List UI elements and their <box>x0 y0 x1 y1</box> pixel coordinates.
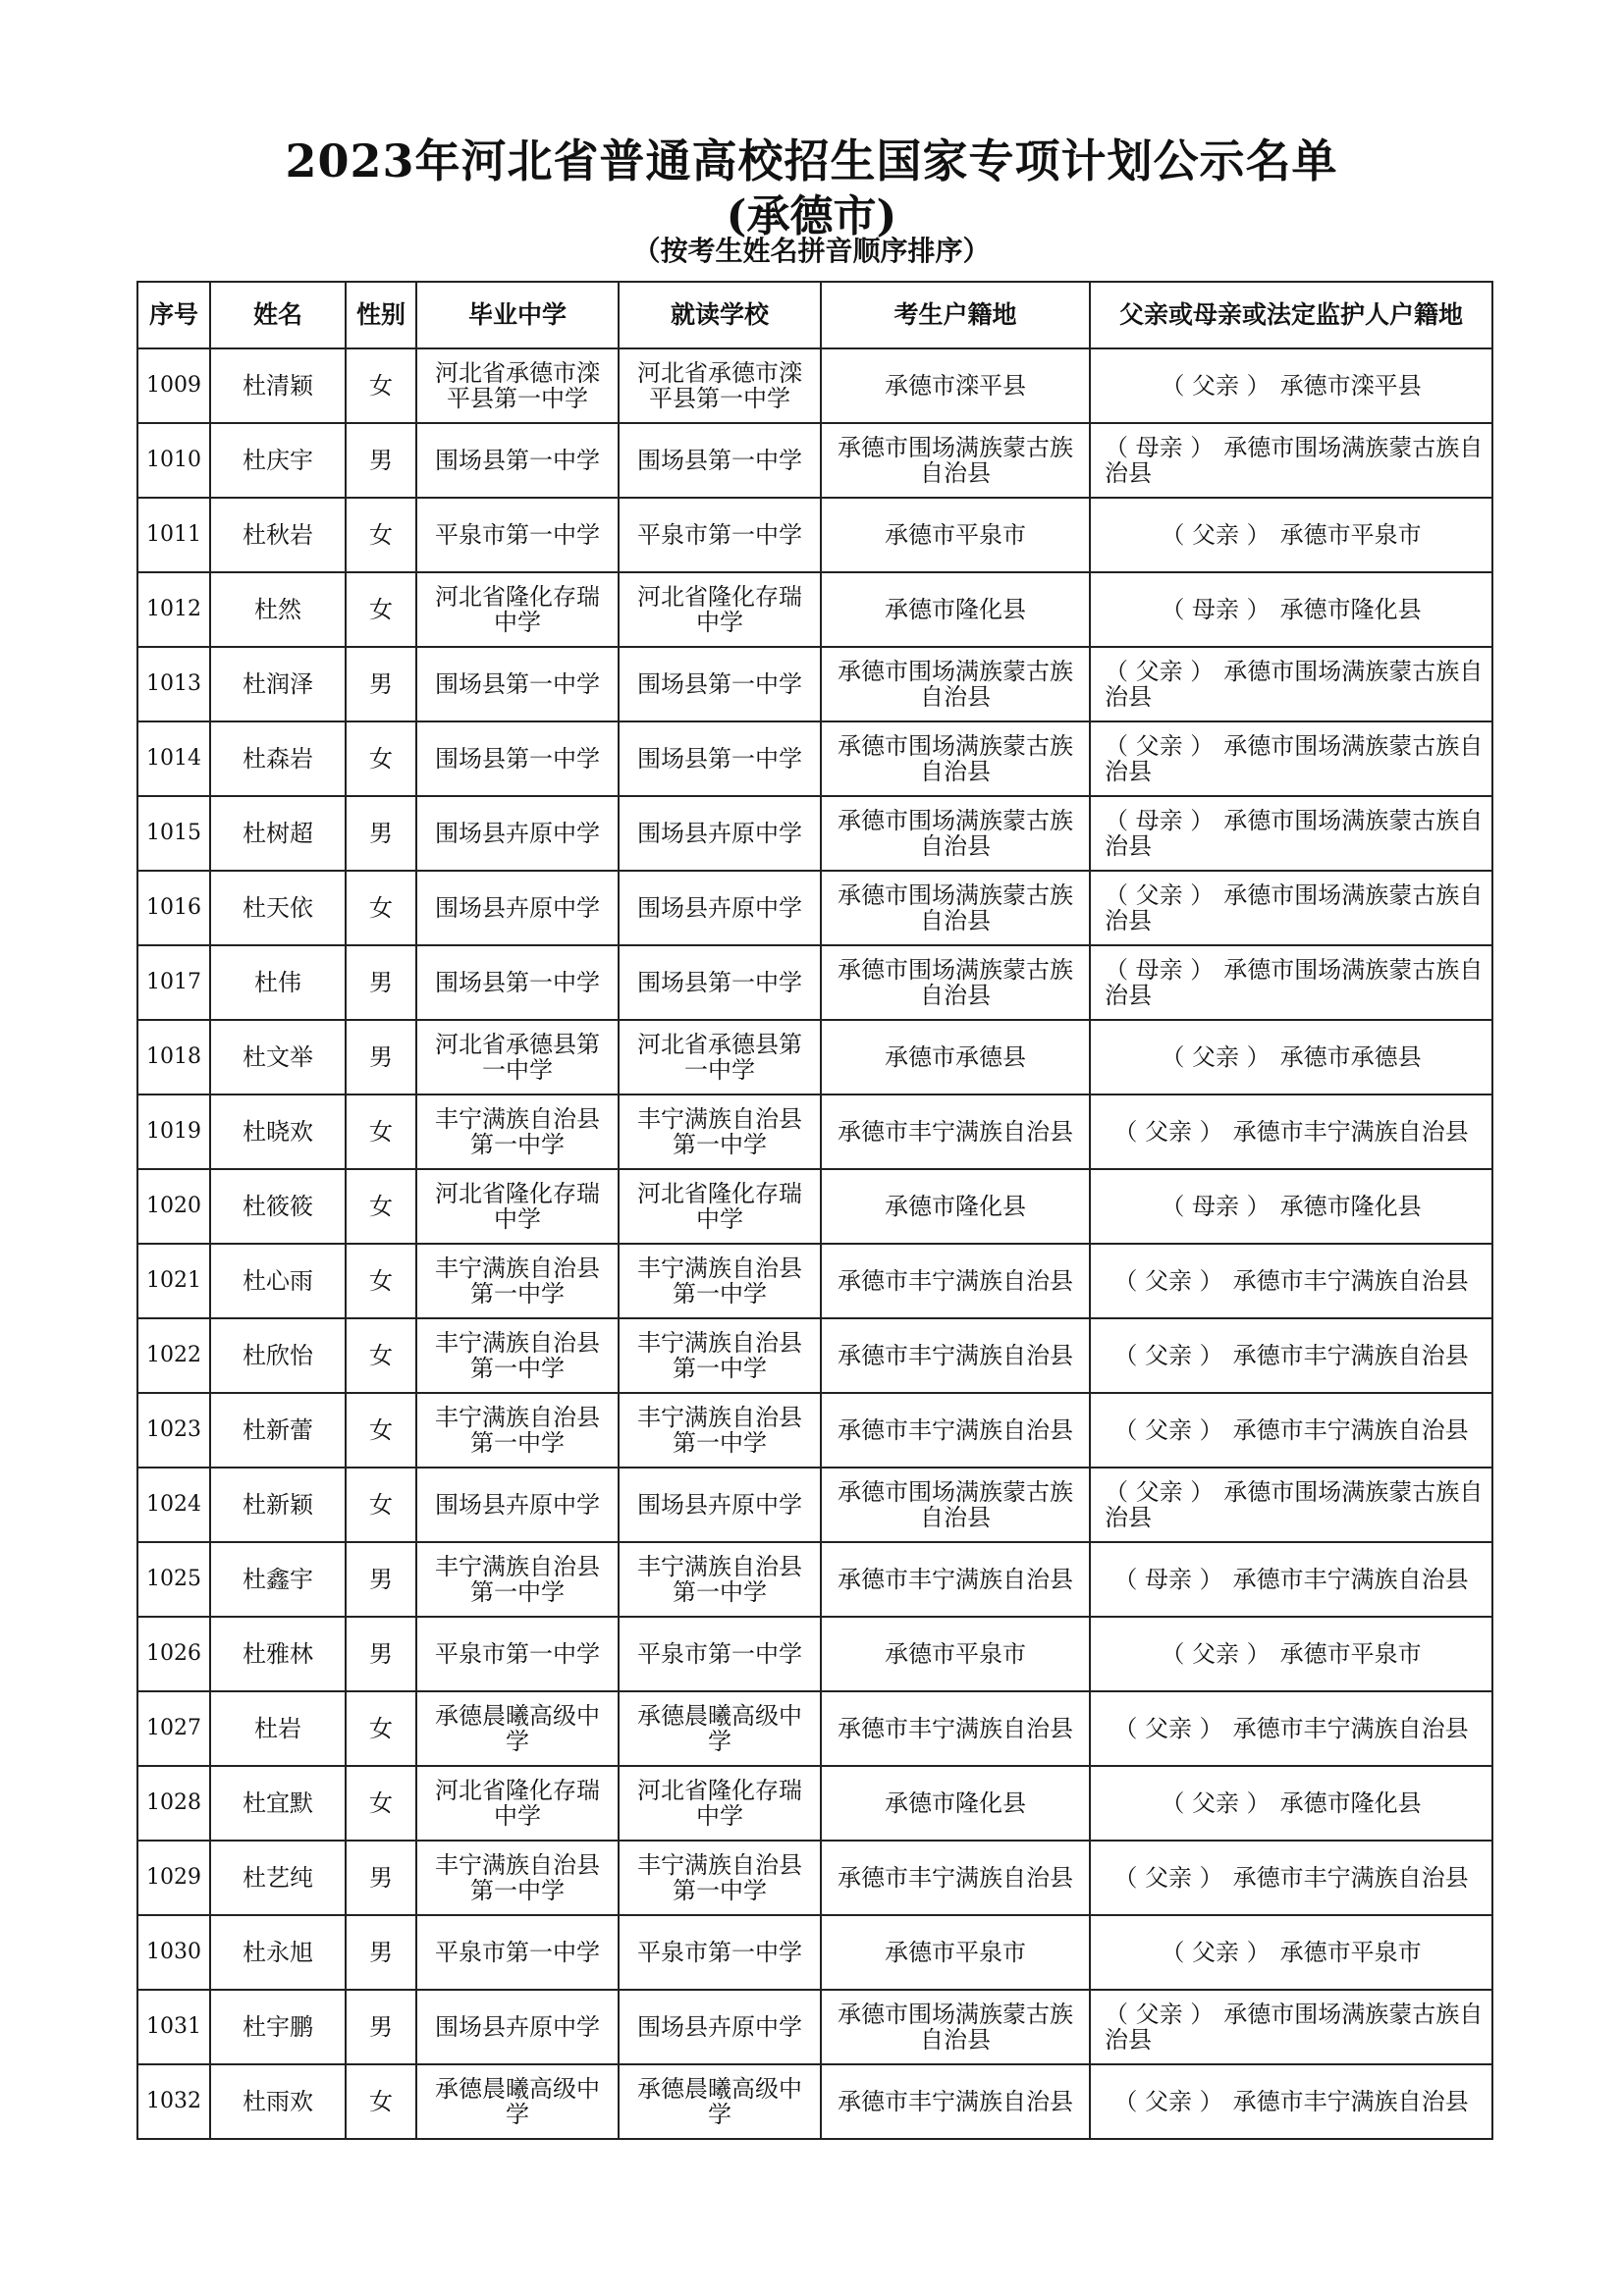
cell-grad-school: 平泉市第一中学 <box>416 498 619 572</box>
cell-gender: 男 <box>346 1841 416 1915</box>
header-grad-school: 毕业中学 <box>416 282 619 348</box>
cell-name: 杜心雨 <box>210 1244 346 1318</box>
cell-hukou: 承德市平泉市 <box>821 1915 1090 1990</box>
cell-hukou: 承德市围场满族蒙古族自治县 <box>821 945 1090 1020</box>
guardian-relation: （ 父亲 ） <box>1113 1267 1223 1295</box>
table-row <box>137 1542 1492 1617</box>
cell-grad-school: 围场县第一中学 <box>416 721 619 796</box>
cell-study-school: 围场县卉原中学 <box>619 1990 821 2064</box>
cell-study-school: 围场县第一中学 <box>619 423 821 498</box>
cell-gender: 男 <box>346 1542 416 1617</box>
table-row <box>137 1691 1492 1766</box>
cell-hukou: 承德市围场满族蒙古族自治县 <box>821 796 1090 871</box>
guardian-relation: （ 父亲 ） <box>1161 372 1271 400</box>
guardian-place: 承德市围场满族蒙古族自治县 <box>1105 434 1484 487</box>
cell-hukou: 承德市平泉市 <box>821 498 1090 572</box>
table-row <box>137 796 1492 871</box>
header-no: 序号 <box>137 282 210 348</box>
guardian-place: 承德市围场满族蒙古族自治县 <box>1105 2001 1484 2054</box>
guardian-place: 承德市丰宁满族自治县 <box>1232 1342 1469 1369</box>
guardian-relation: （ 父亲 ） <box>1105 2001 1215 2028</box>
cell-no: 1031 <box>137 1990 210 2064</box>
cell-gender: 女 <box>346 1244 416 1318</box>
cell-study-school: 丰宁满族自治县第一中学 <box>619 1095 821 1169</box>
cell-guardian-hukou <box>1090 1542 1492 1617</box>
cell-hukou: 承德市平泉市 <box>821 1617 1090 1691</box>
guardian-place: 承德市围场满族蒙古族自治县 <box>1105 658 1484 711</box>
guardian-relation: （ 父亲 ） <box>1113 1864 1223 1892</box>
cell-gender: 女 <box>346 1691 416 1766</box>
guardian-relation: （ 母亲 ） <box>1105 956 1215 984</box>
cell-gender: 女 <box>346 871 416 945</box>
cell-name: 杜宜默 <box>210 1766 346 1841</box>
cell-guardian-hukou <box>1090 721 1492 796</box>
cell-grad-school: 围场县卉原中学 <box>416 1990 619 2064</box>
guardian-relation: （ 父亲 ） <box>1161 521 1271 549</box>
cell-name: 杜森岩 <box>210 721 346 796</box>
cell-grad-school: 平泉市第一中学 <box>416 1915 619 1990</box>
cell-grad-school: 丰宁满族自治县第一中学 <box>416 1318 619 1393</box>
guardian-place: 承德市隆化县 <box>1279 1789 1422 1817</box>
cell-study-school: 丰宁满族自治县第一中学 <box>619 1244 821 1318</box>
sort-note: （按考生姓名拼音顺序排序） <box>632 235 991 267</box>
guardian-relation: （ 母亲 ） <box>1161 596 1271 623</box>
cell-grad-school: 丰宁满族自治县第一中学 <box>416 1095 619 1169</box>
guardian-place: 承德市围场满族蒙古族自治县 <box>1105 956 1484 1009</box>
cell-study-school: 河北省承德县第一中学 <box>619 1020 821 1095</box>
cell-name: 杜伟 <box>210 945 346 1020</box>
guardian-place: 承德市围场满族蒙古族自治县 <box>1105 807 1484 860</box>
guardian-place: 承德市丰宁满族自治县 <box>1232 1715 1469 1742</box>
guardian-relation: （ 父亲 ） <box>1161 1939 1271 1966</box>
cell-study-school: 平泉市第一中学 <box>619 1617 821 1691</box>
header-hukou: 考生户籍地 <box>821 282 1090 348</box>
cell-name: 杜雅林 <box>210 1617 346 1691</box>
cell-guardian-hukou <box>1090 1617 1492 1691</box>
cell-study-school: 河北省隆化存瑞中学 <box>619 1169 821 1244</box>
header-guardian-hukou: 父亲或母亲或法定监护人户籍地 <box>1090 282 1492 348</box>
guardian-place: 承德市丰宁满族自治县 <box>1232 2088 1469 2115</box>
cell-grad-school: 丰宁满族自治县第一中学 <box>416 1542 619 1617</box>
table-row <box>137 1617 1492 1691</box>
table-row <box>137 498 1492 572</box>
cell-guardian-hukou <box>1090 1095 1492 1169</box>
cell-hukou: 承德市围场满族蒙古族自治县 <box>821 647 1090 721</box>
guardian-relation: （ 父亲 ） <box>1161 1789 1271 1817</box>
table-row <box>137 1393 1492 1468</box>
guardian-place: 承德市滦平县 <box>1279 372 1422 400</box>
cell-gender: 男 <box>346 647 416 721</box>
guardian-place: 承德市平泉市 <box>1279 521 1422 549</box>
header-name: 姓名 <box>210 282 346 348</box>
cell-no: 1020 <box>137 1169 210 1244</box>
cell-grad-school: 丰宁满族自治县第一中学 <box>416 1393 619 1468</box>
cell-gender: 女 <box>346 498 416 572</box>
cell-study-school: 平泉市第一中学 <box>619 498 821 572</box>
guardian-place: 承德市围场满族蒙古族自治县 <box>1105 732 1484 785</box>
cell-guardian-hukou <box>1090 572 1492 647</box>
cell-guardian-hukou <box>1090 1318 1492 1393</box>
table-row <box>137 1020 1492 1095</box>
cell-hukou: 承德市隆化县 <box>821 1766 1090 1841</box>
cell-study-school: 河北省隆化存瑞中学 <box>619 572 821 647</box>
cell-name: 杜然 <box>210 572 346 647</box>
cell-guardian-hukou <box>1090 1766 1492 1841</box>
cell-name: 杜晓欢 <box>210 1095 346 1169</box>
guardian-relation: （ 父亲 ） <box>1105 658 1215 685</box>
cell-no: 1014 <box>137 721 210 796</box>
cell-gender: 男 <box>346 1915 416 1990</box>
table-row <box>137 721 1492 796</box>
table-row <box>137 1915 1492 1990</box>
guardian-place: 承德市丰宁满族自治县 <box>1232 1118 1469 1146</box>
cell-study-school: 围场县第一中学 <box>619 721 821 796</box>
cell-gender: 女 <box>346 1393 416 1468</box>
cell-no: 1015 <box>137 796 210 871</box>
guardian-relation: （ 父亲 ） <box>1105 1478 1215 1506</box>
table-header <box>137 282 1492 348</box>
cell-grad-school: 河北省承德县第一中学 <box>416 1020 619 1095</box>
cell-guardian-hukou <box>1090 2064 1492 2139</box>
cell-hukou: 承德市围场满族蒙古族自治县 <box>821 423 1090 498</box>
cell-no: 1009 <box>137 348 210 423</box>
cell-study-school: 围场县第一中学 <box>619 647 821 721</box>
cell-name: 杜新颖 <box>210 1468 346 1542</box>
cell-name: 杜岩 <box>210 1691 346 1766</box>
cell-no: 1019 <box>137 1095 210 1169</box>
cell-gender: 女 <box>346 2064 416 2139</box>
guardian-relation: （ 父亲 ） <box>1113 1118 1223 1146</box>
document-subtitle: (承德市) <box>726 191 897 241</box>
cell-grad-school: 围场县第一中学 <box>416 945 619 1020</box>
table-row <box>137 1095 1492 1169</box>
table-row <box>137 1841 1492 1915</box>
cell-hukou: 承德市滦平县 <box>821 348 1090 423</box>
cell-no: 1018 <box>137 1020 210 1095</box>
cell-gender: 女 <box>346 1169 416 1244</box>
cell-no: 1029 <box>137 1841 210 1915</box>
cell-study-school: 河北省承德市滦平县第一中学 <box>619 348 821 423</box>
cell-grad-school: 河北省隆化存瑞中学 <box>416 572 619 647</box>
table-row <box>137 1169 1492 1244</box>
guardian-relation: （ 父亲 ） <box>1113 1715 1223 1742</box>
cell-study-school: 平泉市第一中学 <box>619 1915 821 1990</box>
cell-hukou: 承德市丰宁满族自治县 <box>821 1542 1090 1617</box>
cell-guardian-hukou <box>1090 1169 1492 1244</box>
cell-no: 1026 <box>137 1617 210 1691</box>
cell-grad-school: 承德晨曦高级中学 <box>416 1691 619 1766</box>
cell-grad-school: 围场县第一中学 <box>416 423 619 498</box>
guardian-relation: （ 父亲 ） <box>1161 1043 1271 1071</box>
cell-grad-school: 平泉市第一中学 <box>416 1617 619 1691</box>
table-row <box>137 1766 1492 1841</box>
cell-gender: 男 <box>346 796 416 871</box>
cell-name: 杜新蕾 <box>210 1393 346 1468</box>
cell-study-school: 围场县卉原中学 <box>619 871 821 945</box>
guardian-place: 承德市承德县 <box>1279 1043 1422 1071</box>
table-row <box>137 572 1492 647</box>
guardian-place: 承德市丰宁满族自治县 <box>1232 1566 1469 1593</box>
cell-name: 杜清颖 <box>210 348 346 423</box>
cell-guardian-hukou <box>1090 498 1492 572</box>
cell-hukou: 承德市围场满族蒙古族自治县 <box>821 1468 1090 1542</box>
table-row <box>137 348 1492 423</box>
cell-hukou: 承德市隆化县 <box>821 1169 1090 1244</box>
guardian-place: 承德市平泉市 <box>1279 1640 1422 1668</box>
cell-no: 1032 <box>137 2064 210 2139</box>
cell-hukou: 承德市围场满族蒙古族自治县 <box>821 721 1090 796</box>
cell-grad-school: 围场县卉原中学 <box>416 1468 619 1542</box>
cell-hukou: 承德市承德县 <box>821 1020 1090 1095</box>
guardian-place: 承德市丰宁满族自治县 <box>1232 1267 1469 1295</box>
cell-hukou: 承德市丰宁满族自治县 <box>821 1691 1090 1766</box>
table-row <box>137 1468 1492 1542</box>
cell-no: 1028 <box>137 1766 210 1841</box>
cell-study-school: 围场县卉原中学 <box>619 1468 821 1542</box>
cell-name: 杜润泽 <box>210 647 346 721</box>
roster-table <box>136 281 1493 2140</box>
cell-hukou: 承德市丰宁满族自治县 <box>821 1841 1090 1915</box>
cell-grad-school: 丰宁满族自治县第一中学 <box>416 1244 619 1318</box>
guardian-relation: （ 父亲 ） <box>1105 881 1215 909</box>
guardian-relation: （ 父亲 ） <box>1113 2088 1223 2115</box>
cell-study-school: 承德晨曦高级中学 <box>619 1691 821 1766</box>
table-row <box>137 647 1492 721</box>
cell-name: 杜秋岩 <box>210 498 346 572</box>
cell-no: 1024 <box>137 1468 210 1542</box>
cell-name: 杜庆宇 <box>210 423 346 498</box>
cell-guardian-hukou <box>1090 1841 1492 1915</box>
guardian-relation: （ 母亲 ） <box>1105 434 1215 461</box>
cell-grad-school: 围场县第一中学 <box>416 647 619 721</box>
table-body <box>137 348 1492 2139</box>
cell-no: 1030 <box>137 1915 210 1990</box>
guardian-place: 承德市隆化县 <box>1279 1193 1422 1220</box>
cell-no: 1023 <box>137 1393 210 1468</box>
cell-no: 1017 <box>137 945 210 1020</box>
cell-study-school: 丰宁满族自治县第一中学 <box>619 1841 821 1915</box>
header-row <box>137 282 1492 348</box>
cell-name: 杜树超 <box>210 796 346 871</box>
cell-guardian-hukou <box>1090 1915 1492 1990</box>
guardian-place: 承德市围场满族蒙古族自治县 <box>1105 881 1484 934</box>
cell-guardian-hukou <box>1090 1691 1492 1766</box>
cell-guardian-hukou <box>1090 945 1492 1020</box>
cell-hukou: 承德市丰宁满族自治县 <box>821 1393 1090 1468</box>
cell-grad-school: 河北省隆化存瑞中学 <box>416 1169 619 1244</box>
cell-name: 杜永旭 <box>210 1915 346 1990</box>
cell-gender: 男 <box>346 423 416 498</box>
cell-guardian-hukou <box>1090 1020 1492 1095</box>
guardian-place: 承德市平泉市 <box>1279 1939 1422 1966</box>
cell-gender: 男 <box>346 1990 416 2064</box>
cell-hukou: 承德市丰宁满族自治县 <box>821 1095 1090 1169</box>
document-title: 2023年河北省普通高校招生国家专项计划公示名单 <box>285 134 1338 187</box>
cell-name: 杜鑫宇 <box>210 1542 346 1617</box>
cell-grad-school: 河北省隆化存瑞中学 <box>416 1766 619 1841</box>
cell-grad-school: 围场县卉原中学 <box>416 871 619 945</box>
cell-name: 杜欣怡 <box>210 1318 346 1393</box>
cell-gender: 女 <box>346 721 416 796</box>
cell-name: 杜筱筱 <box>210 1169 346 1244</box>
cell-grad-school: 丰宁满族自治县第一中学 <box>416 1841 619 1915</box>
table-row <box>137 871 1492 945</box>
cell-gender: 女 <box>346 572 416 647</box>
cell-no: 1022 <box>137 1318 210 1393</box>
guardian-relation: （ 父亲 ） <box>1113 1416 1223 1444</box>
guardian-place: 承德市丰宁满族自治县 <box>1232 1864 1469 1892</box>
cell-gender: 男 <box>346 945 416 1020</box>
cell-guardian-hukou <box>1090 796 1492 871</box>
guardian-relation: （ 父亲 ） <box>1105 732 1215 760</box>
cell-hukou: 承德市丰宁满族自治县 <box>821 1244 1090 1318</box>
header-study-school: 就读学校 <box>619 282 821 348</box>
cell-no: 1011 <box>137 498 210 572</box>
cell-guardian-hukou <box>1090 1990 1492 2064</box>
header-gender: 性别 <box>346 282 416 348</box>
cell-study-school: 丰宁满族自治县第一中学 <box>619 1393 821 1468</box>
cell-gender: 女 <box>346 1468 416 1542</box>
cell-hukou: 承德市隆化县 <box>821 572 1090 647</box>
guardian-relation: （ 母亲 ） <box>1105 807 1215 834</box>
guardian-relation: （ 母亲 ） <box>1161 1193 1271 1220</box>
cell-no: 1021 <box>137 1244 210 1318</box>
cell-study-school: 丰宁满族自治县第一中学 <box>619 1542 821 1617</box>
table-row <box>137 1318 1492 1393</box>
cell-guardian-hukou <box>1090 1244 1492 1318</box>
table-row <box>137 1244 1492 1318</box>
cell-hukou: 承德市丰宁满族自治县 <box>821 1318 1090 1393</box>
cell-name: 杜艺纯 <box>210 1841 346 1915</box>
cell-study-school: 丰宁满族自治县第一中学 <box>619 1318 821 1393</box>
cell-guardian-hukou <box>1090 647 1492 721</box>
cell-no: 1010 <box>137 423 210 498</box>
cell-guardian-hukou <box>1090 423 1492 498</box>
cell-hukou: 承德市围场满族蒙古族自治县 <box>821 1990 1090 2064</box>
cell-no: 1012 <box>137 572 210 647</box>
cell-no: 1016 <box>137 871 210 945</box>
cell-hukou: 承德市丰宁满族自治县 <box>821 2064 1090 2139</box>
guardian-place: 承德市隆化县 <box>1279 596 1422 623</box>
table-row <box>137 423 1492 498</box>
guardian-relation: （ 父亲 ） <box>1161 1640 1271 1668</box>
cell-study-school: 围场县卉原中学 <box>619 796 821 871</box>
cell-name: 杜宇鹏 <box>210 1990 346 2064</box>
cell-gender: 女 <box>346 348 416 423</box>
cell-no: 1025 <box>137 1542 210 1617</box>
cell-no: 1013 <box>137 647 210 721</box>
table-row <box>137 1990 1492 2064</box>
cell-gender: 女 <box>346 1095 416 1169</box>
cell-gender: 女 <box>346 1318 416 1393</box>
table-row <box>137 2064 1492 2139</box>
cell-name: 杜天依 <box>210 871 346 945</box>
cell-guardian-hukou <box>1090 1468 1492 1542</box>
cell-grad-school: 承德晨曦高级中学 <box>416 2064 619 2139</box>
cell-gender: 女 <box>346 1766 416 1841</box>
cell-gender: 男 <box>346 1617 416 1691</box>
cell-gender: 男 <box>346 1020 416 1095</box>
guardian-relation: （ 父亲 ） <box>1113 1342 1223 1369</box>
guardian-place: 承德市围场满族蒙古族自治县 <box>1105 1478 1484 1531</box>
guardian-relation: （ 母亲 ） <box>1113 1566 1223 1593</box>
cell-guardian-hukou <box>1090 1393 1492 1468</box>
guardian-place: 承德市丰宁满族自治县 <box>1232 1416 1469 1444</box>
cell-grad-school: 围场县卉原中学 <box>416 796 619 871</box>
cell-study-school: 河北省隆化存瑞中学 <box>619 1766 821 1841</box>
cell-study-school: 承德晨曦高级中学 <box>619 2064 821 2139</box>
cell-guardian-hukou <box>1090 348 1492 423</box>
cell-name: 杜文举 <box>210 1020 346 1095</box>
cell-name: 杜雨欢 <box>210 2064 346 2139</box>
cell-hukou: 承德市围场满族蒙古族自治县 <box>821 871 1090 945</box>
table-row <box>137 945 1492 1020</box>
cell-no: 1027 <box>137 1691 210 1766</box>
cell-study-school: 围场县第一中学 <box>619 945 821 1020</box>
cell-grad-school: 河北省承德市滦平县第一中学 <box>416 348 619 423</box>
cell-guardian-hukou <box>1090 871 1492 945</box>
